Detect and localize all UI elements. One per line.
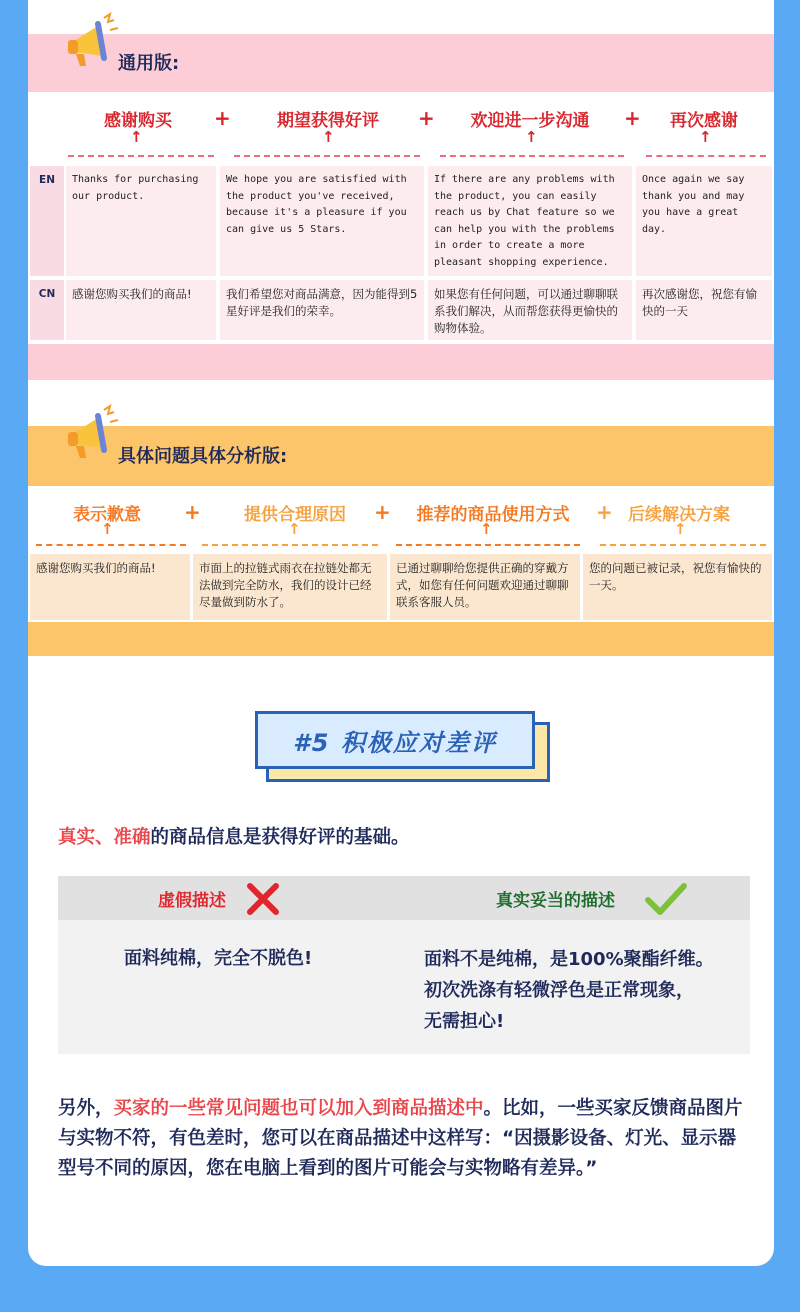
row-label-en: EN xyxy=(39,174,55,186)
specific-cell: 已通过聊聊给您提供正确的穿戴方式，如您有任何问题欢迎通过聊聊联系客服人员。 xyxy=(390,554,580,620)
plus-sign: + xyxy=(184,500,201,524)
good-text-line: 无需担心! xyxy=(424,1011,505,1032)
dashed-divider xyxy=(68,155,214,157)
dashed-divider xyxy=(600,544,766,546)
tips-paragraph xyxy=(58,1094,752,1184)
general-en-cell: We hope you are satisfied with the product you've received, because it's a pleasure if you can give us 5 Stars. xyxy=(220,166,424,276)
bad-label: 虚假描述 xyxy=(158,891,226,911)
general-step-4: 再次感谢 xyxy=(670,111,738,131)
plus-sign: + xyxy=(214,106,231,130)
intro-text xyxy=(58,823,410,853)
plus-sign: + xyxy=(624,106,641,130)
general-cn-cell: 如果您有任何问题，可以通过聊聊联系我们解决，从而帮您获得更愉快的购物体验。 xyxy=(428,280,632,340)
megaphone-icon xyxy=(58,404,120,466)
dashed-divider xyxy=(234,155,420,157)
arrow-up-icon: ↑ xyxy=(525,128,538,146)
general-step-3: 欢迎进一步沟通 xyxy=(470,111,590,131)
arrow-up-icon: ↑ xyxy=(322,128,335,146)
cross-icon xyxy=(244,880,282,918)
plus-sign: + xyxy=(418,106,435,130)
bad-text: 面料纯棉，完全不脱色! xyxy=(124,948,313,969)
intro-highlight: 真实、准确 xyxy=(58,827,151,848)
specific-step-4: 后续解决方案 xyxy=(628,505,730,525)
general-step-1: 感谢购买 xyxy=(104,111,172,131)
general-cn-cell: 再次感谢您，祝您有愉快的一天 xyxy=(636,280,772,340)
section-badge-title: #5 积极应对差评 xyxy=(293,728,497,757)
arrow-up-icon: ↑ xyxy=(480,520,493,538)
general-en-cell: Thanks for purchasing our product. xyxy=(66,166,216,276)
specific-step-1: 表示歉意 xyxy=(73,505,141,525)
para-highlight: 买家的一些常见问题也可以加入到商品描述中 xyxy=(113,1098,484,1119)
dashed-divider xyxy=(396,544,580,546)
specific-title: 具体问题具体分析版: xyxy=(118,446,288,467)
general-cn-cell: 我们希望您对商品满意，因为能得到5星好评是我们的荣幸。 xyxy=(220,280,424,340)
specific-cell: 您的问题已被记录，祝您有愉快的一天。 xyxy=(583,554,772,620)
dashed-divider xyxy=(440,155,624,157)
plus-sign: + xyxy=(596,500,613,524)
general-cn-cell: 感谢您购买我们的商品! xyxy=(66,280,216,340)
general-en-cell: If there are any problems with the product, you can easily reach us by Chat feature so we can help you with the problems in order to create a more pleasant shopping experience. xyxy=(428,166,632,276)
plus-sign: + xyxy=(374,500,391,524)
good-text-line: 初次洗涤有轻微浮色是正常现象， xyxy=(424,980,694,1001)
good-text xyxy=(424,944,714,1037)
para-rest: 。比如，一些买家反馈商品图片与实物不符，有色差时，您可以在商品描述中这样写：“因摄影设备、灯光、显示器型号不同的原因，您在电脑上看到的图片可能会与实物略有差异。” xyxy=(58,1098,743,1179)
specific-step-2: 提供合理原因 xyxy=(244,505,346,525)
general-title: 通用版: xyxy=(118,53,180,74)
arrow-up-icon: ↑ xyxy=(288,520,301,538)
arrow-up-icon: ↑ xyxy=(674,520,687,538)
good-text-line: 面料不是纯棉，是100%聚酯纤维。 xyxy=(424,949,714,970)
intro-rest: 的商品信息是获得好评的基础。 xyxy=(150,827,410,848)
good-label: 真实妥当的描述 xyxy=(496,891,615,911)
general-bottom-band xyxy=(28,344,774,380)
arrow-up-icon: ↑ xyxy=(130,128,143,146)
specific-step-3: 推荐的商品使用方式 xyxy=(416,505,570,525)
checkmark-icon xyxy=(644,880,688,918)
dashed-divider xyxy=(36,544,186,546)
general-step-2: 期望获得好评 xyxy=(277,111,379,131)
arrow-up-icon: ↑ xyxy=(101,520,114,538)
row-label-cn: CN xyxy=(38,288,56,300)
dashed-divider xyxy=(646,155,766,157)
specific-bottom-band xyxy=(28,622,774,656)
specific-cell: 市面上的拉链式雨衣在拉链处都无法做到完全防水，我们的设计已经尽量做到防水了。 xyxy=(193,554,387,620)
para-prefix: 另外， xyxy=(58,1098,114,1119)
megaphone-icon xyxy=(58,12,120,74)
general-en-cell: Once again we say thank you and may you have a great day. xyxy=(636,166,772,276)
specific-cell: 感谢您购买我们的商品! xyxy=(30,554,190,620)
dashed-divider xyxy=(202,544,378,546)
arrow-up-icon: ↑ xyxy=(699,128,712,146)
